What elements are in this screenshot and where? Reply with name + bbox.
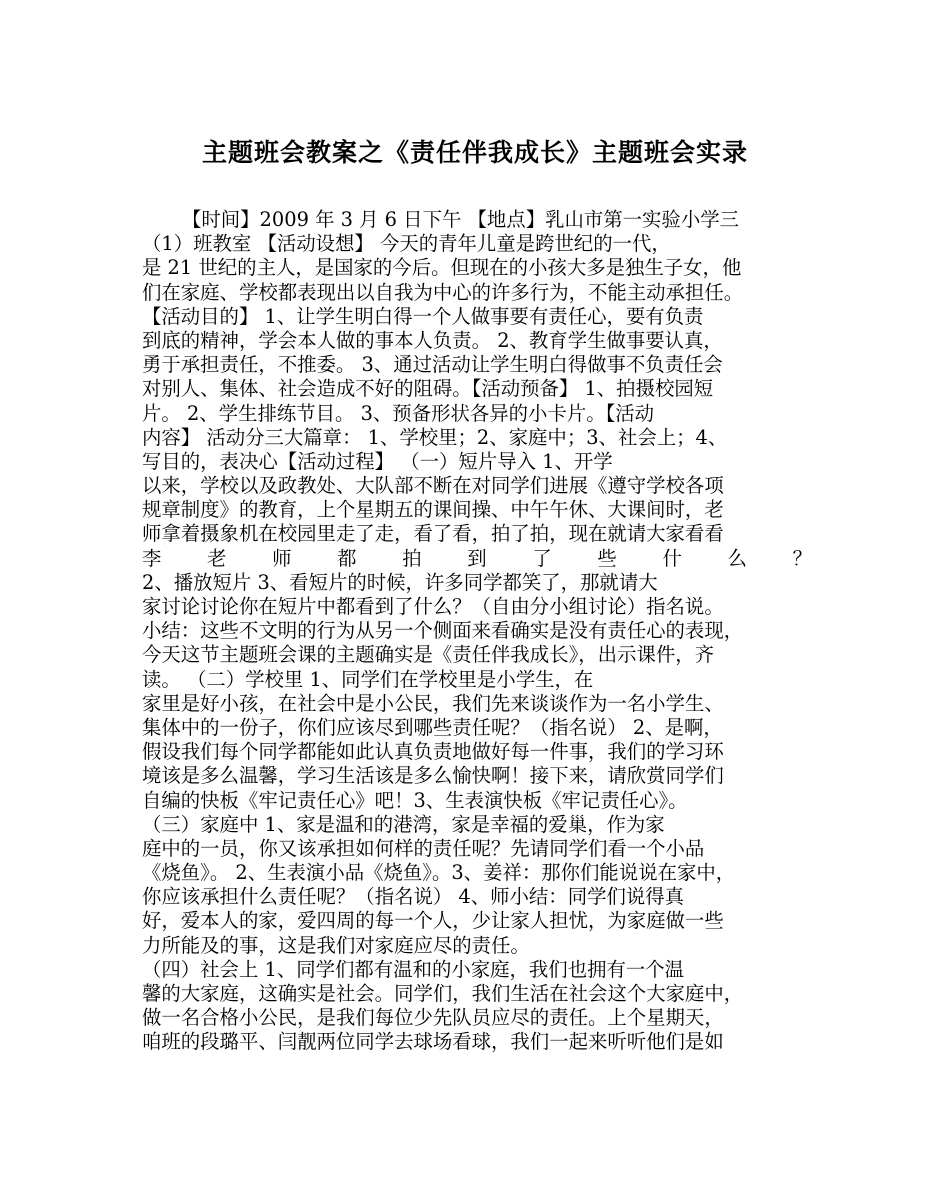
body-line: 写目的，表决心【活动过程】 （一）短片导入 1、开学 (142, 449, 613, 473)
body-line: 小结：这些不文明的行为从另一个侧面来看确实是没有责任心的表现， (142, 619, 744, 643)
body-line: 《烧鱼》。 2、生表演小品《烧鱼》。3、姜祥：那你们能说说在家中， (142, 861, 736, 885)
body-line: 假设我们每个同学都能如此认真负责地做好每一件事，我们的学习环 (142, 740, 724, 764)
body-line: 对别人、集体、社会造成不好的阻碍。【活动预备】 1、拍摄校园短 (142, 377, 714, 401)
body-line: 咱班的段璐平、闫靓两位同学去球场看球，我们一起来听听他们是如 (142, 1030, 724, 1054)
body-line: 你应该承担什么责任呢？（指名说） 4、师小结：同学们说得真 (142, 885, 685, 909)
body-line: 【活动目的】 1、让学生明白得一个人做事要有责任心，要有负责 (142, 304, 704, 328)
body-line: 家里是好小孩，在社会中是小公民，我们先来谈谈作为一名小学生、 (142, 691, 724, 715)
body-line: 李 老 师 都 拍 到 了 些 什 么 ？ (142, 546, 812, 570)
body-line: （三）家庭中 1、家是温和的港湾，家是幸福的爱巢，作为家 (142, 812, 665, 836)
body-line: 规章制度》的教育，上个星期五的课间操、中午午休、大课间时，老 (142, 498, 724, 522)
body-line: 【时间】2009 年 3 月 6 日下午 【地点】乳山市第一实验小学三 (182, 208, 739, 231)
body-line: 们在家庭、学校都表现出以自我为中心的许多行为，不能主动承担任。 (142, 280, 744, 304)
body-line: 是 21 世纪的主人，是国家的今后。但现在的小孩大多是独生子女，他 (142, 256, 742, 280)
body-line: 勇于承担责任，不推委。 3、通过活动让学生明白得做事不负责任会 (142, 353, 723, 377)
document-title: 主题班会教案之《责任伴我成长》主题班会实录 (201, 138, 748, 167)
body-line: 好，爱本人的家，爱四周的每一个人，少让家人担忧，为家庭做一些 (142, 909, 724, 933)
body-line: 2、播放短片 3、看短片的时候，许多同学都笑了，那就请大 (142, 570, 658, 594)
body-line: 庭中的一员，你又该承担如何样的责任呢？先请同学们看一个小品 (142, 836, 705, 860)
document-body (142, 208, 812, 1055)
body-line: 自编的快板《牢记责任心》吧！3、生表演快板《牢记责任心》。 (142, 788, 688, 812)
body-line: 内容】 活动分三大篇章： 1、学校里；2、家庭中；3、社会上；4、 (142, 425, 728, 449)
body-line: 力所能及的事，这是我们对家庭应尽的责任。 (142, 933, 530, 957)
body-line: 馨的大家庭，这确实是社会。同学们，我们生活在社会这个大家庭中， (142, 982, 744, 1005)
body-line: 师拿着摄象机在校园里走了走，看了看，拍了拍，现在就请大家看看 (142, 522, 724, 546)
body-line: 以来，学校以及政教处、大队部不断在对同学们进展《遵守学校各项 (142, 474, 724, 498)
body-line: （四）社会上 1、同学们都有温和的小家庭，我们也拥有一个温 (142, 957, 685, 981)
body-line: 做一名合格小公民，是我们每位少先队员应尽的责任。上个星期天， (142, 1006, 724, 1030)
body-line: 今天这节主题班会课的主题确实是《责任伴我成长》，出示课件，齐 (142, 643, 715, 667)
body-line: （1）班教室 【活动设想】 今天的青年儿童是跨世纪的一代， (142, 232, 671, 256)
body-line: 集体中的一份子，你们应该尽到哪些责任呢？（指名说） 2、是啊， (142, 715, 723, 739)
body-line: 家讨论讨论你在短片中都看到了什么？（自由分小组讨论）指名说。 (142, 595, 724, 618)
body-line: 片。 2、学生排练节目。 3、预备形状各异的小卡片。【活动 (142, 401, 655, 425)
body-line: 读。 （二）学校里 1、同学们在学校里是小学生，在 (142, 667, 594, 691)
body-line: 境该是多么温馨，学习生活该是多么愉快啊！接下来，请欣赏同学们 (142, 764, 724, 788)
body-line: 到底的精神，学会本人做的事本人负责。 2、教育学生做事要认真， (142, 328, 723, 352)
